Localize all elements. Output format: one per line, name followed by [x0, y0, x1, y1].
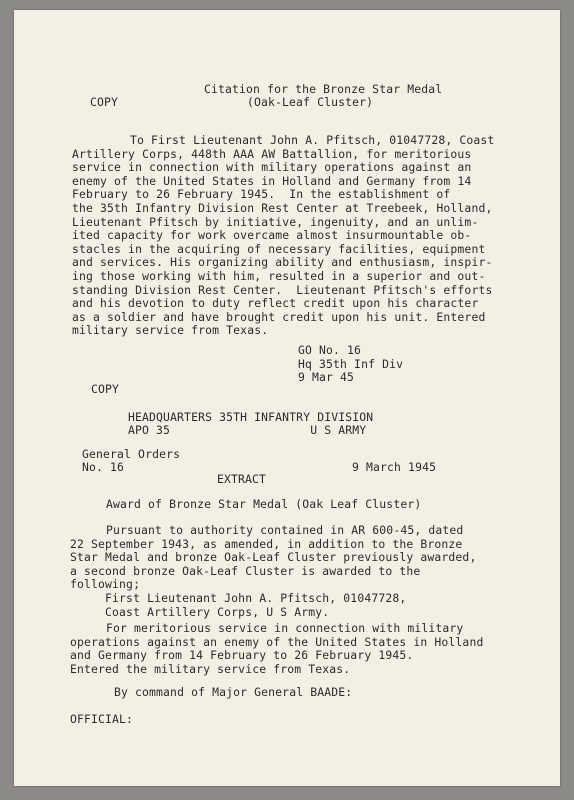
- order-date: 9 March 1945: [352, 460, 437, 474]
- copy-label-top: COPY: [90, 95, 119, 109]
- copy-label-bottom: COPY: [91, 382, 120, 396]
- citation-title-line1: Citation for the Bronze Star Medal: [204, 82, 443, 96]
- order-number: No. 16: [82, 460, 125, 474]
- headquarters-line1: HEADQUARTERS 35TH INFANTRY DIVISION: [128, 410, 374, 424]
- orders-paragraph-1: Pursuant to authority contained in AR 600-45, dated 22 September 1943, as amended, in addition to the Bronze Star Medal and bronze Oak-Leaf Cluster previously awarded, a second bronze Oak-Leaf Cluster is awarded to the following; First Lieutenant John A. Pfitsch, 01047728, Coast Artillery Corps, U S Army.: [70, 523, 477, 619]
- general-orders-label: General Orders: [82, 447, 181, 461]
- command-line: By command of Major General BAADE:: [114, 685, 353, 699]
- general-order-reference: GO No. 16 Hq 35th Inf Div 9 Mar 45: [298, 343, 404, 385]
- document-page: [14, 10, 560, 786]
- award-heading: Award of Bronze Star Medal (Oak Leaf Cluster): [106, 497, 422, 511]
- headquarters-line2: APO 35 U S ARMY: [128, 423, 367, 437]
- citation-title-line2: (Oak-Leaf Cluster): [247, 95, 374, 109]
- orders-paragraph-2: For meritorious service in connection with military operations against an enemy of the United States in Holland and Germany from 14 February to 26 February 1945. Entered the military service from Texas.: [70, 621, 484, 676]
- extract-label: EXTRACT: [217, 472, 267, 486]
- official-label: OFFICIAL:: [70, 712, 134, 726]
- citation-body: To First Lieutenant John A. Pfitsch, 01047728, Coast Artillery Corps, 448th AAA AW Battallion, for meritorious service in connection with military operations against an enemy of the United States in Holland and Germany from 14 February to 26 February 1945. In the establishment of the 35th Infantry Division Rest Center at Treebeek, Holland, Lieutenant Pfitsch by initiative, ingenuity, and an unlim- ited capacity for work overcame almost insurmountable ob- stacles in the acquiring of necessary facilities, equipment and services. His organizing ability and enthusiasm, inspir- ing those working with him, resulted in a superior and out- standing Division Rest Center. Lieutenant Pfitsch's efforts and his devotion to duty reflect credit upon his character as a soldier and have brought credit upon his unit. Entered military service from Texas.: [72, 133, 495, 338]
